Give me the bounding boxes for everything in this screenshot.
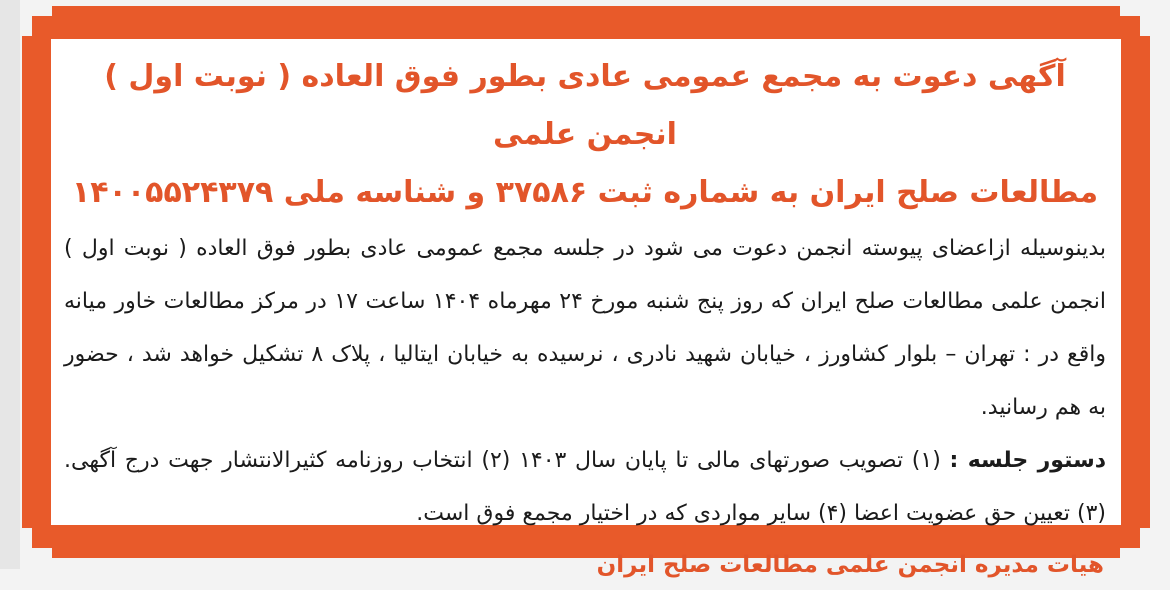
- agenda-text: (۱) تصویب صورتهای مالی تا پایان سال ۱۴۰۳ (۲) انتخاب روزنامه کثیرالانتشار جهت درج آگهی. (۳) تعیین حق عضویت اعضا (۴) سایر مواردی که در اختیار مجمع فوق است.: [64, 448, 1106, 526]
- invitation-paragraph: بدینوسیله ازاعضای پیوسته انجمن دعوت می شود در جلسه مجمع عمومی عادی بطور فوق العاده ( نوبت اول ) انجمن علمی مطالعات صلح ایران که روز پنج شنبه مورخ ۲۴ مهرماه ۱۴۰۴ ساعت ۱۷ در مرکز مطالعات خاور میانه واقع در : تهران – بلوار کشاورز ، خیابان شهید نادری ، نرسیده به خیابان ایتالیا ، پلاک ۸ تشکیل خواهد شد ، حضور به هم رسانید.: [64, 236, 1107, 420]
- notice-title-line-2: مطالعات صلح ایران به شماره ثبت ۳۷۵۸۶ و شناسه ملی ۱۴۰۰۵۵۲۴۳۷۹: [71, 175, 1099, 210]
- notice-title-line-1: آگهی دعوت به مجمع عمومی عادی بطور فوق العاده ( نوبت اول ) انجمن علمی: [104, 59, 1066, 152]
- agenda-paragraph: [60, 434, 1110, 540]
- agenda-label: دستور جلسه :: [949, 448, 1107, 473]
- notice-content: [60, 48, 1110, 578]
- page-edge: [0, 0, 20, 569]
- board-signature: هیات مدیره انجمن علمی مطالعات صلح ایران: [596, 552, 1104, 578]
